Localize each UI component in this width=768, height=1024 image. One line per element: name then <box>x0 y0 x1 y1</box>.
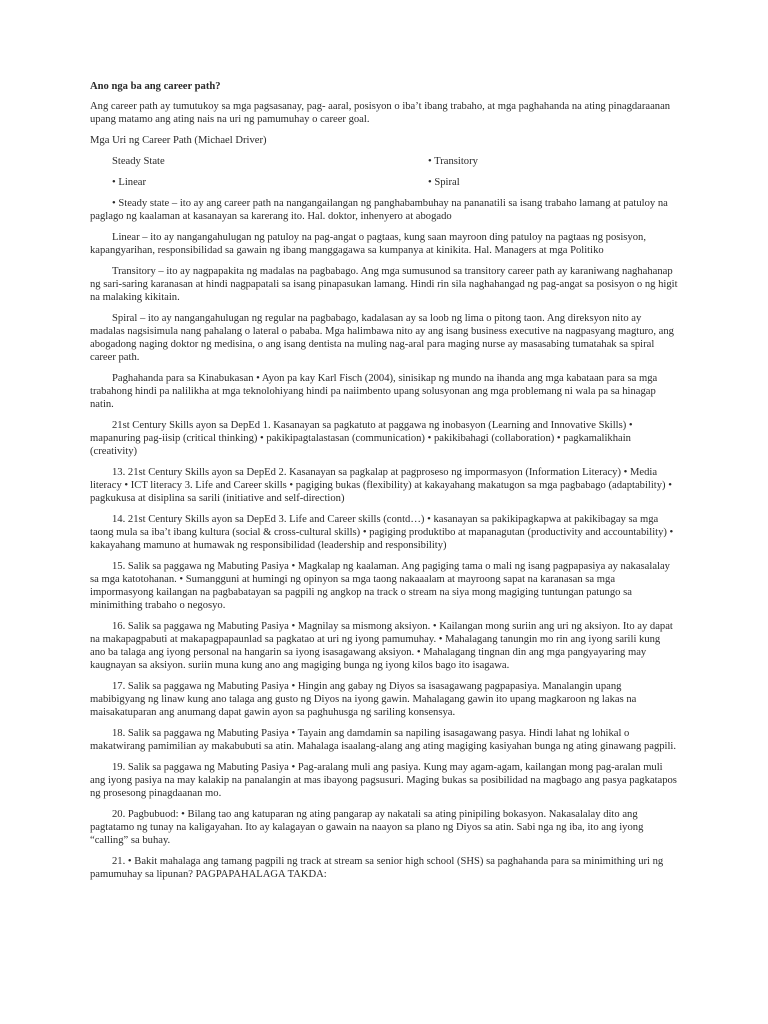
career-type-linear: • Linear <box>112 177 147 188</box>
paragraph-21st-century-skills-1: 21st Century Skills ayon sa DepEd 1. Kasanayan sa pagkatuto at paggawa ng inobasyon (Learning and Innovative Skills) • mapanuring pag-iisip (critical thinking) • pakikipagtalastasan (communication) • pakikibahagi (collaboration) • pagkamalikhain (creativity) <box>90 420 633 457</box>
document-body <box>90 80 678 889</box>
paragraph-13: 13. 21st Century Skills ayon sa DepEd 2. Kasanayan sa pagkalap at pagproseso ng impormasyon (Information Literacy) • Media literacy • ICT literacy 3. Life and Career skills • pagiging bukas (flexibility) at kakayahang makatugon sa mga pagbabago (adaptability) • pagkukusa at disiplina sa sarili (initiative and self-direction) <box>90 467 672 504</box>
career-type-spiral: • Spiral <box>428 177 460 188</box>
intro-paragraph: Ang career path ay tumutukoy sa mga pagsasanay, pag- aaral, posisyon o iba’t ibang trabaho, at mga paghahanda na ating pinagdaraanan upang matamo ang ating nais na uri ng pamumuhay o career goal. <box>90 101 671 125</box>
paragraph-paghahanda: Paghahanda para sa Kinabukasan • Ayon pa kay Karl Fisch (2004), sinisikap ng mundo na ihanda ang mga kabataan para sa mga trabahong hindi pa nalilikha at mga teknolohiyang hindi pa naiimbento upang solusyonan ang mga problemang ni wala pa sa hinagap natin. <box>90 373 658 410</box>
paragraph-18: 18. Salik sa paggawa ng Mabuting Pasiya • Tayain ang damdamin sa napiling isasagawang pasya. Hindi lahat ng lohikal o makatwirang pamimilian ay makabubuti sa atin. Mahalaga isaalang-alang ang ating magiging kasiyahan bunga ng ating ginawang pagpili. <box>90 728 677 752</box>
paragraph-21: 21. • Bakit mahalaga ang tamang pagpili ng track at stream sa senior high school (SHS) sa paghahanda para sa minimithing uri ng pamumuhay sa lipunan? PAGPAPAHALAGA TAKDA: <box>90 856 664 880</box>
paragraph-15: 15. Salik sa paggawa ng Mabuting Pasiya • Magkalap ng kaalaman. Ang pagiging tama o mali ng isang pagpapasiya ay nakasalalay sa mga katotohanan. • Sumangguni at humingi ng opinyon sa mga taong nakaaalam at mayroong sapat na karanasan sa mga impormasyong kailangan na pagbabatayan sa pagpili ng angkop na track o stream na siya mong magiging tuntungan patungo sa minimithing trabaho o negosyo. <box>90 561 670 611</box>
career-type-row-1 <box>90 155 678 176</box>
paragraph-spiral: Spiral – ito ay nangangahulugan ng regular na pagbabago, kadalasan ay sa loob ng lima o pitong taon. Ang direksyon nito ay madalas nagsisimula nang pahalang o lateral o pababa. Mga halimbawa nito ay ang isang business executive na nagpasyang magturo, ang abogadong naging doktor ng medisina, o ang isang dentista na muling nag-aral para maging nurse ay masasabing tumatahak sa spiral career path. <box>90 313 674 363</box>
paragraph-steady-state: • Steady state – ito ay ang career path na nangangailangan ng panghabambuhay na pananatili sa isang trabaho lamang at patuloy na paglago ng kaalaman at kasanayan sa karerang ito. Hal. doktor, inhenyero at abogado <box>90 198 668 222</box>
paragraph-linear: Linear – ito ay nangangahulugan ng patuloy na pag-angat o pagtaas, kung saan mayroon ding patuloy na pagtaas ng posisyon, kapangyarihan, responsibilidad sa gawain ng ibang manggagawa sa kumpanya at kinikita. Hal. Managers at mga Politiko <box>90 232 646 256</box>
paragraph-19: 19. Salik sa paggawa ng Mabuting Pasiya • Pag-aralang muli ang pasiya. Kung may agam-agam, kailangan mong pag-aralan muli ang iyong pasiya na may kalakip na panalangin at mas ibayong pagsusuri. Maging bukas sa posibilidad na magbago ang pasya pagkatapos ng prosesong pinagdaanan mo. <box>90 762 677 799</box>
types-heading: Mga Uri ng Career Path (Michael Driver) <box>90 135 267 146</box>
paragraph-14: 14. 21st Century Skills ayon sa DepEd 3. Life and Career skills (contd…) • kasanayan sa pakikipagkapwa at pakikibagay sa mga taong mula sa iba’t ibang kultura (social & cross-cultural skills) • pagiging produktibo at mapanagutan (productivity and accountability) • kakayahang mamuno at humawak ng responsibilidad (leadership and responsibility) <box>90 514 674 551</box>
paragraph-16: 16. Salik sa paggawa ng Mabuting Pasiya • Magnilay sa mismong aksiyon. • Kailangan mong suriin ang uri ng aksiyon. Ito ay dapat na makapagpabuti at makapagpapaunlad sa pagkatao at uri ng iyong pamumuhay. • Mahalagang tanungin mo rin ang iyong sarili kung ano ba talaga ang iyong personal na hangarin sa iyong isasagawang aksiyon. • Mahalagang tingnan din ang mga pangyayaring may kaugnayan sa aksiyon. suriin muna kung ano ang magiging bunga ng iyong kilos bago ito isagawa. <box>90 621 673 671</box>
paragraph-17: 17. Salik sa paggawa ng Mabuting Pasiya • Hingin ang gabay ng Diyos sa isasagawang pagpapasiya. Manalangin upang mabibigyang ng linaw kung ano talaga ang gusto ng Diyos na iyong gawin. Mahalagang gawin ito upang magkaroon ng lakas na maisakatuparan ang anumang dapat gawin ayon sa paghuhusga ng sariling konsensya. <box>90 681 637 718</box>
paragraph-20: 20. Pagbubuod: • Bilang tao ang katuparan ng ating pangarap ay nakatali sa ating pinipiling bokasyon. Nakasalalay dito ang pagtatamo ng tunay na kaligayahan. Ito ay kalagayan o gawain na naayon sa plano ng Diyos sa atin. Sabi nga ng iba, ito ang iyong “calling” sa buhay. <box>90 809 644 846</box>
paragraph-transitory: Transitory – ito ay nagpapakita ng madalas na pagbabago. Ang mga sumusunod sa transitory career path ay karaniwang naghahanap ng sari-saring karanasan at hindi nagpapatali sa isang pinapasukan lamang. Hindi rin sila naghahangad ng pag-angat sa posisyon o ng higit na malaking kikitain. <box>90 266 678 303</box>
career-type-steady-state: Steady State <box>112 156 165 167</box>
career-type-row-2 <box>90 176 678 197</box>
document-title: Ano nga ba ang career path? <box>90 81 221 92</box>
career-type-transitory: • Transitory <box>428 156 478 167</box>
